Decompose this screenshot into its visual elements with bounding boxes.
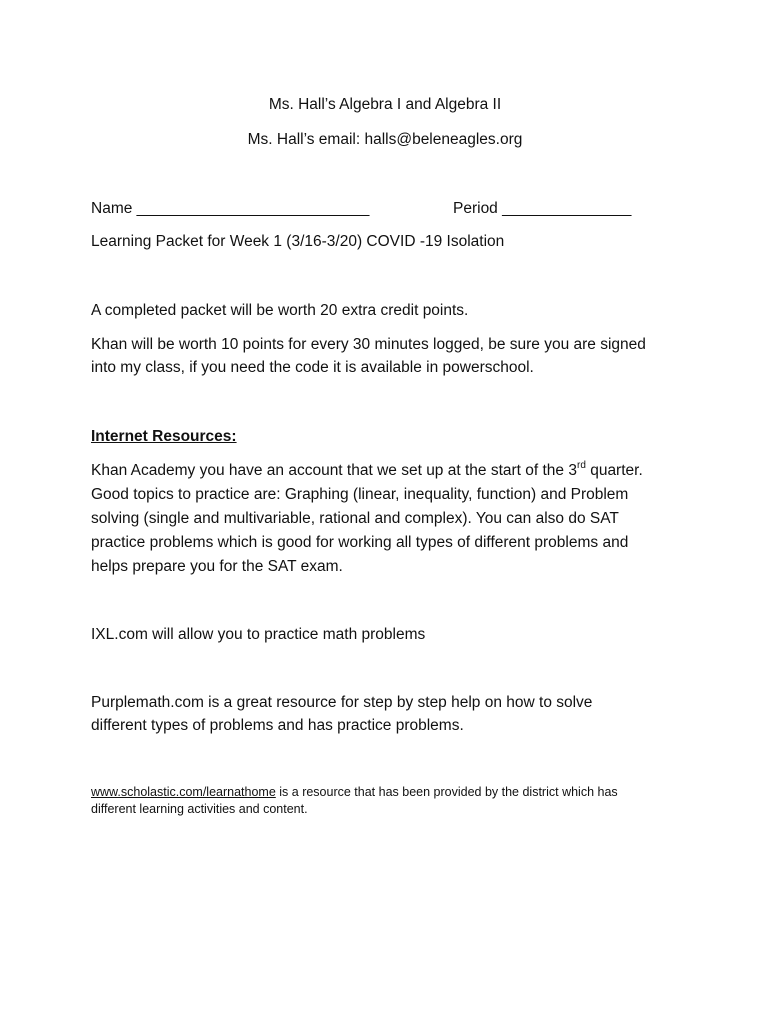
purplemath-line-2: different types of problems and has practice problems. xyxy=(91,717,464,734)
scholastic-line-1-text: is a resource that has been provided by the district which has xyxy=(275,785,618,799)
period-field-line: Period _______________ xyxy=(453,200,632,217)
khan-line-1 xyxy=(91,461,643,481)
khan-line-5: helps prepare you for the SAT exam. xyxy=(91,558,343,575)
scholastic-line-2: different learning activities and content. xyxy=(91,802,308,816)
credit-line-3: into my class, if you need the code it is available in powerschool. xyxy=(91,359,534,376)
packet-title: Learning Packet for Week 1 (3/16-3/20) COVID -19 Isolation xyxy=(91,233,505,250)
khan-line-2: Good topics to practice are: Graphing (linear, inequality, function) and Problem xyxy=(91,486,629,503)
document-title: Ms. Hall’s Algebra I and Algebra II xyxy=(268,96,502,113)
khan-line-1-text: Khan Academy you have an account that we set up at the start of the 3 xyxy=(91,462,577,479)
ordinal-suffix: rd xyxy=(576,459,586,471)
credit-line-1: A completed packet will be worth 20 extra credit points. xyxy=(91,302,469,319)
ixl-line: IXL.com will allow you to practice math problems xyxy=(91,626,426,643)
scholastic-line-1 xyxy=(91,784,618,801)
teacher-email: Ms. Hall’s email: halls@beleneagles.org xyxy=(247,131,523,148)
khan-line-4: practice problems which is good for working all types of different problems and xyxy=(91,534,629,551)
resources-heading: Internet Resources: xyxy=(91,428,237,445)
khan-line-3: solving (single and multivariable, rational and complex). You can also do SAT xyxy=(91,510,619,527)
credit-line-2: Khan will be worth 10 points for every 30 minutes logged, be sure you are signed xyxy=(91,336,646,353)
purplemath-line-1: Purplemath.com is a great resource for step by step help on how to solve xyxy=(91,694,593,711)
khan-line-1-end: quarter. xyxy=(585,462,643,479)
scholastic-link[interactable]: www.scholastic.com/learnathome xyxy=(91,785,276,799)
name-field-line: Name ___________________________ xyxy=(91,200,370,217)
